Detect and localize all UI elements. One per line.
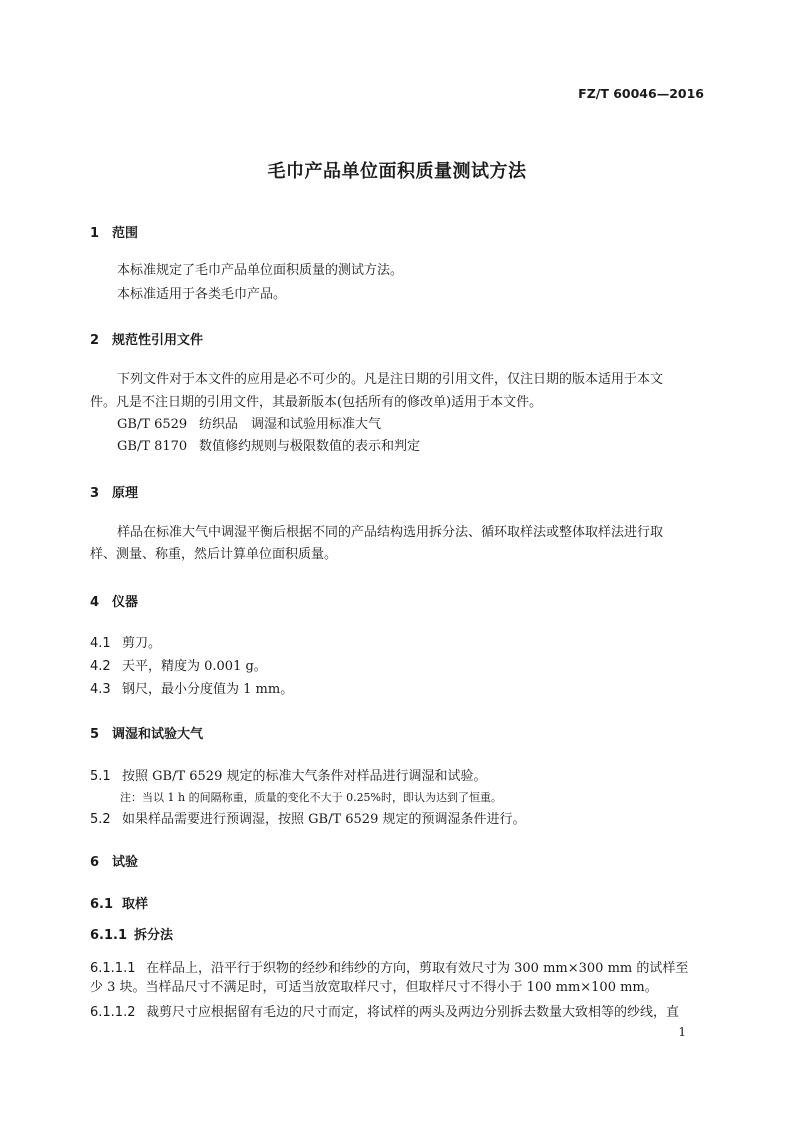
list-item	[90, 632, 161, 651]
clause	[90, 957, 688, 976]
section-title: 仪器	[112, 595, 139, 610]
section-number: 2	[90, 333, 100, 348]
item-number: 4.1	[90, 636, 111, 651]
item-number: 4.3	[90, 682, 111, 697]
clause-number: 6.1.1.1	[90, 961, 136, 976]
section-number: 4	[90, 595, 100, 610]
section-number: 1	[90, 226, 100, 241]
section-5-heading	[90, 723, 203, 742]
item-text: 天平，精度为 0.001 g。	[122, 659, 267, 674]
subsection-number: 6.1	[90, 897, 114, 912]
standard-code: FZ/T 60046—2016	[578, 86, 704, 101]
subsection-heading	[90, 924, 173, 943]
list-item	[90, 808, 525, 827]
section-title: 原理	[112, 486, 139, 501]
section-1-heading	[90, 222, 138, 241]
item-number: 5.1	[90, 769, 111, 784]
section-title: 规范性引用文件	[112, 333, 204, 348]
section-number: 3	[90, 486, 100, 501]
item-number: 5.2	[90, 812, 111, 827]
section-6-heading	[90, 851, 138, 870]
item-text: 如果样品需要进行预调湿，按照 GB/T 6529 规定的预调湿条件进行。	[122, 812, 526, 827]
subsection-number: 6.1.1	[90, 928, 128, 943]
item-text: 剪刀。	[122, 636, 162, 651]
section-2-heading	[90, 329, 203, 348]
item-number: 4.2	[90, 659, 111, 674]
item-text: 按照 GB/T 6529 规定的标准大气条件对样品进行调湿和试验。	[122, 769, 487, 784]
clause	[90, 1001, 679, 1020]
section-number: 6	[90, 855, 100, 870]
clause-text: 裁剪尺寸应根据留有毛边的尺寸而定，将试样的两头及两边分别拆去数量大致相等的纱线，直	[146, 1005, 680, 1020]
clause-number: 6.1.1.2	[90, 1005, 136, 1020]
reference-title: 数值修约规则与极限数值的表示和判定	[199, 439, 421, 454]
paragraph: 本标准规定了毛巾产品单位面积质量的测试方法。	[117, 263, 404, 278]
paragraph: 本标准适用于各类毛巾产品。	[117, 287, 287, 302]
section-number: 5	[90, 727, 100, 742]
paragraph-line: 件。凡是不注日期的引用文件，其最新版本(包括所有的修改单)适用于本文件。	[90, 395, 543, 410]
section-4-heading	[90, 591, 138, 610]
section-title: 范围	[112, 226, 139, 241]
paragraph-line: 下列文件对于本文件的应用是必不可少的。凡是注日期的引用文件，仅注日期的版本适用于本文	[117, 372, 664, 387]
reference-title: 纺织品 调湿和试验用标准大气	[199, 417, 382, 432]
clause-text: 在样品上，沿平行于织物的经纱和纬纱的方向，剪取有效尺寸为 300 mm×300 mm 的试样至	[146, 961, 689, 976]
note: 注：当以 1 h 的间隔称重，质量的变化不大于 0.25%时，即认为达到了恒重。	[120, 791, 503, 804]
section-3-heading	[90, 482, 138, 501]
section-title: 调湿和试验大气	[112, 727, 204, 742]
page-number: 1	[678, 1025, 686, 1039]
subsection-title: 拆分法	[134, 928, 174, 943]
subsection-title: 取样	[122, 897, 149, 912]
list-item	[90, 765, 486, 784]
section-title: 试验	[112, 855, 139, 870]
reference-code: GB/T 8170	[117, 439, 188, 454]
paragraph-line: 样品在标准大气中调湿平衡后根据不同的产品结构选用拆分法、循环取样法或整体取样法进行取	[117, 525, 664, 540]
subsection-heading	[90, 893, 148, 912]
reference-item	[117, 414, 381, 436]
list-item	[90, 655, 267, 674]
clause-line: 少 3 块。当样品尺寸不满足时，可适当放宽取样尺寸，但取样尺寸不得小于 100 mm×100 mm。	[90, 980, 658, 995]
document-title: 毛巾产品单位面积质量测试方法	[267, 161, 527, 182]
item-text: 钢尺，最小分度值为 1 mm。	[122, 682, 294, 697]
paragraph-line: 样、测量、称重，然后计算单位面积质量。	[90, 547, 338, 562]
reference-item	[117, 436, 420, 458]
list-item	[90, 678, 293, 697]
reference-code: GB/T 6529	[117, 417, 188, 432]
